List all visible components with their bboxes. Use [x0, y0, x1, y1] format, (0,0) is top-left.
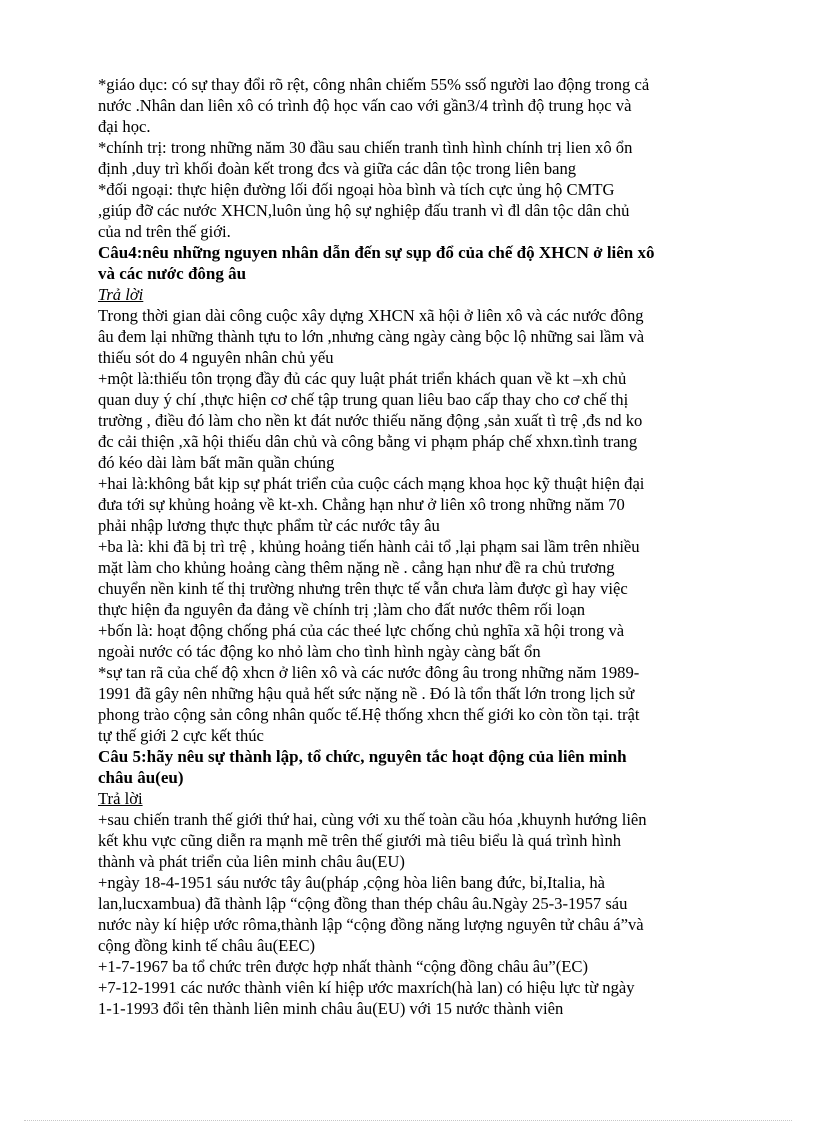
text-line: đại học. [98, 117, 151, 136]
text-line: đưa tới sự khủng hoảng về kt-xh. Chẳng hạn như ở liên xô trong những năm 70 [98, 495, 625, 514]
text-line: thành và phát triển của liên minh châu âu(EU) [98, 852, 405, 871]
text-line: +một là:thiếu tôn trọng đầy đủ các quy luật phát triển khách quan về kt –xh chủ [98, 369, 627, 388]
text-line: thiếu sót do 4 nguyên nhân chủ yếu [98, 348, 334, 367]
section-heading-line: Câu 5:hãy nêu sự thành lập, tổ chức, nguyên tắc hoạt động của liên minh [98, 747, 627, 766]
text-line: Trong thời gian dài công cuộc xây dựng XHCN xã hội ở liên xô và các nước đông [98, 306, 644, 325]
text-line: +ngày 18-4-1951 sáu nước tây âu(pháp ,cộng hòa liên bang đức, bỉ,Italia, hà [98, 873, 606, 892]
answer-label: Trả lời [98, 285, 144, 304]
answer-label: Trả lời [98, 789, 143, 808]
document-page [98, 74, 748, 1019]
text-line: 1991 đã gây nên những hậu quả hết sức nặng nề . Đó là tổn thất lớn trong lịch sử [98, 684, 635, 703]
section-heading-line: Câu4:nêu những nguyen nhân dẫn đến sự sụp đổ của chế độ XHCN ở liên xô [98, 243, 655, 262]
text-line: ngoài nước có tác động ko nhỏ làm cho tình hình ngày càng bất ổn [98, 642, 541, 661]
text-line: mặt làm cho khủng hoảng càng thêm nặng nề . cẳng hạn như đề ra chủ trương [98, 558, 615, 577]
section-heading-line: và các nước đông âu [98, 264, 247, 283]
text-line: +7-12-1991 các nước thành viên kí hiệp ước maxrích(hà lan) có hiệu lực từ ngày [98, 978, 635, 997]
text-line: tự thế giới 2 cực kết thúc [98, 726, 264, 745]
text-line: nước .Nhân dan liên xô có trình độ học vấn cao với gần3/4 trình độ trung học và [98, 96, 632, 115]
text-line: cộng đồng kinh tế châu âu(EEC) [98, 936, 316, 955]
text-line: định ,duy trì khối đoàn kết trong đcs và giữa các dân tộc trong liên bang [98, 159, 577, 178]
text-line: trường , điều đó làm cho nền kt đát nước thiếu năng động ,sản xuất tì trệ ,đs nd ko [98, 411, 643, 430]
text-line: ,giúp đỡ các nước XHCN,luôn ủng hộ sự nghiệp đấu tranh vì đl dân tộc dân chủ [98, 201, 630, 220]
text-line: +1-7-1967 ba tổ chức trên được hợp nhất thành “cộng đồng châu âu”(EC) [98, 957, 589, 976]
text-line: lan,lucxambua) đã thành lập “cộng đồng than thép châu âu.Ngày 25-3-1957 sáu [98, 894, 628, 913]
text-line: *chính trị: trong những năm 30 đầu sau chiến tranh tình hình chính trị lien xô ổn [98, 138, 633, 157]
text-line: của nd trên thế giới. [98, 222, 231, 241]
text-line: nước này kí hiệp ước rôma,thành lập “cộng đồng năng lượng nguyên tử châu á”và [98, 915, 644, 934]
text-line: đc cải thiện ,xã hội thiếu dân chủ và công bằng vi phạm pháp chế xhxn.tình trang [98, 432, 638, 451]
page-divider [24, 1120, 792, 1121]
text-line: quan duy ý chí ,thực hiện cơ chế tập trung quan liêu bao cấp thay cho cơ chế thị [98, 390, 629, 409]
text-line: đó kéo dài làm bất mãn quần chúng [98, 453, 335, 472]
text-line: chuyển nền kinh tế thị trường nhưng trên thực tế vẫn chưa làm được gì hay việc [98, 579, 628, 598]
text-line: *đối ngoại: thực hiện đường lối đối ngoại hòa bình và tích cực ủng hộ CMTG [98, 180, 615, 199]
text-line: +sau chiến tranh thế giới thứ hai, cùng với xu thế toàn cầu hóa ,khuynh hướng liên [98, 810, 647, 829]
text-line: âu đem lại những thành tựu to lớn ,nhưng càng ngày càng bộc lộ những sai lầm và [98, 327, 645, 346]
text-line: kết khu vực cũng diễn ra mạnh mẽ trên thế giưới mà tiêu biểu là quá trình hình [98, 831, 622, 850]
text-line: +ba là: khi đã bị trì trệ , khủng hoảng tiến hành cải tổ ,lại phạm sai lầm trên nhiều [98, 537, 640, 556]
text-line: 1-1-1993 đổi tên thành liên minh châu âu(EU) với 15 nước thành viên [98, 999, 564, 1018]
text-line: *sự tan rã của chế độ xhcn ở liên xô và các nước đông âu trong những năm 1989- [98, 663, 640, 682]
text-line: phải nhập lương thực thực phẩm từ các nước tây âu [98, 516, 440, 535]
text-line: +bốn là: hoạt động chống phá của các theé lực chống chủ nghĩa xã hội trong và [98, 621, 625, 640]
text-line: phong trào cộng sản công nhân quốc tế.Hệ thống xhcn thế giới ko còn tồn tại. trật [98, 705, 640, 724]
text-line: +hai là:không bắt kịp sự phát triển của cuộc cách mạng khoa học kỹ thuật hiện đại [98, 474, 645, 493]
section-heading-line: châu âu(eu) [98, 768, 184, 787]
text-line: thực hiện đa nguyên đa đảng về chính trị ;làm cho đất nước thêm rối loạn [98, 600, 586, 619]
text-line: *giáo dục: có sự thay đổi rõ rệt, công nhân chiếm 55% ssố người lao động trong cả [98, 75, 650, 94]
